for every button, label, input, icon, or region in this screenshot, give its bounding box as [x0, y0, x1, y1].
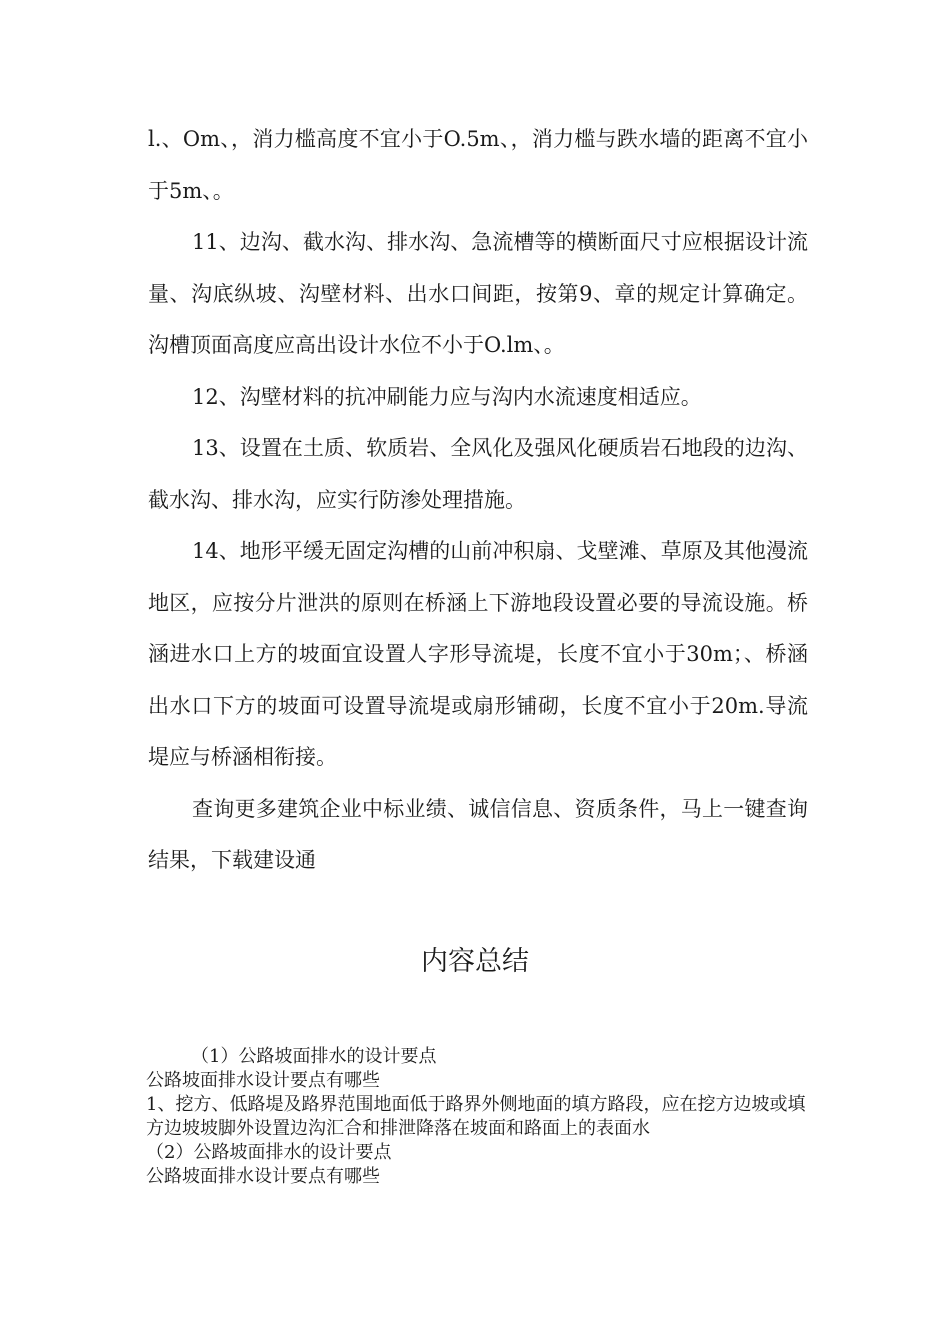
paragraph-13-seepage-prevention: 13、设置在土质、软质岩、全风化及强风化硬质岩石地段的边沟、截水沟、排水沟，应实行防渗处理措施。 [148, 436, 808, 512]
paragraph-12-wall-material: 12、沟壁材料的抗冲刷能力应与沟内水流速度相适应。 [192, 384, 702, 409]
summary-heading-1: （1）公路坡面排水的设计要点 [191, 1046, 437, 1067]
summary-question-2: 公路坡面排水设计要点有哪些 [146, 1166, 380, 1187]
paragraph-promo-query: 查询更多建筑企业中标业绩、诚信信息、资质条件，马上一键查询结果，下载建设通 [148, 796, 808, 872]
summary-heading-2: （2）公路坡面排水的设计要点 [146, 1142, 392, 1163]
paragraph-drop-structure: l.、Om、，消力槛高度不宜小于O.5m、，消力槛与跌水墙的距离不宜小于5m、。 [148, 127, 808, 203]
paragraph-11-ditch-sections: 11、边沟、截水沟、排水沟、急流槽等的横断面尺寸应根据设计流量、沟底纵坡、沟壁材料、出水口间距，按第9、章的规定计算确定。沟槽顶面高度应高出设计水位不小于O.lm、。 [148, 230, 808, 357]
summary-point-1: 1、挖方、低路堤及路界范围地面低于路界外侧地面的填方路段，应在挖方边坡或填方边坡坡脚外设置边沟汇合和排泄降落在坡面和路面上的表面水 [146, 1094, 806, 1139]
summary-section [146, 1045, 811, 1189]
body-text [148, 114, 808, 887]
summary-title: 内容总结 [421, 946, 529, 977]
summary-question-1: 公路坡面排水设计要点有哪些 [146, 1070, 380, 1091]
paragraph-14-diversion-facilities: 14、地形平缓无固定沟槽的山前冲积扇、戈壁滩、草原及其他漫流地区，应按分片泄洪的原则在桥涵上下游地段设置必要的导流设施。桥涵进水口上方的坡面宜设置人字形导流堤，长度不宜小于30m；、桥涵出水口下方的坡面可设置导流堤或扇形铺砌，长度不宜小于20m.导流堤应与桥涵相衔接。 [148, 539, 808, 769]
